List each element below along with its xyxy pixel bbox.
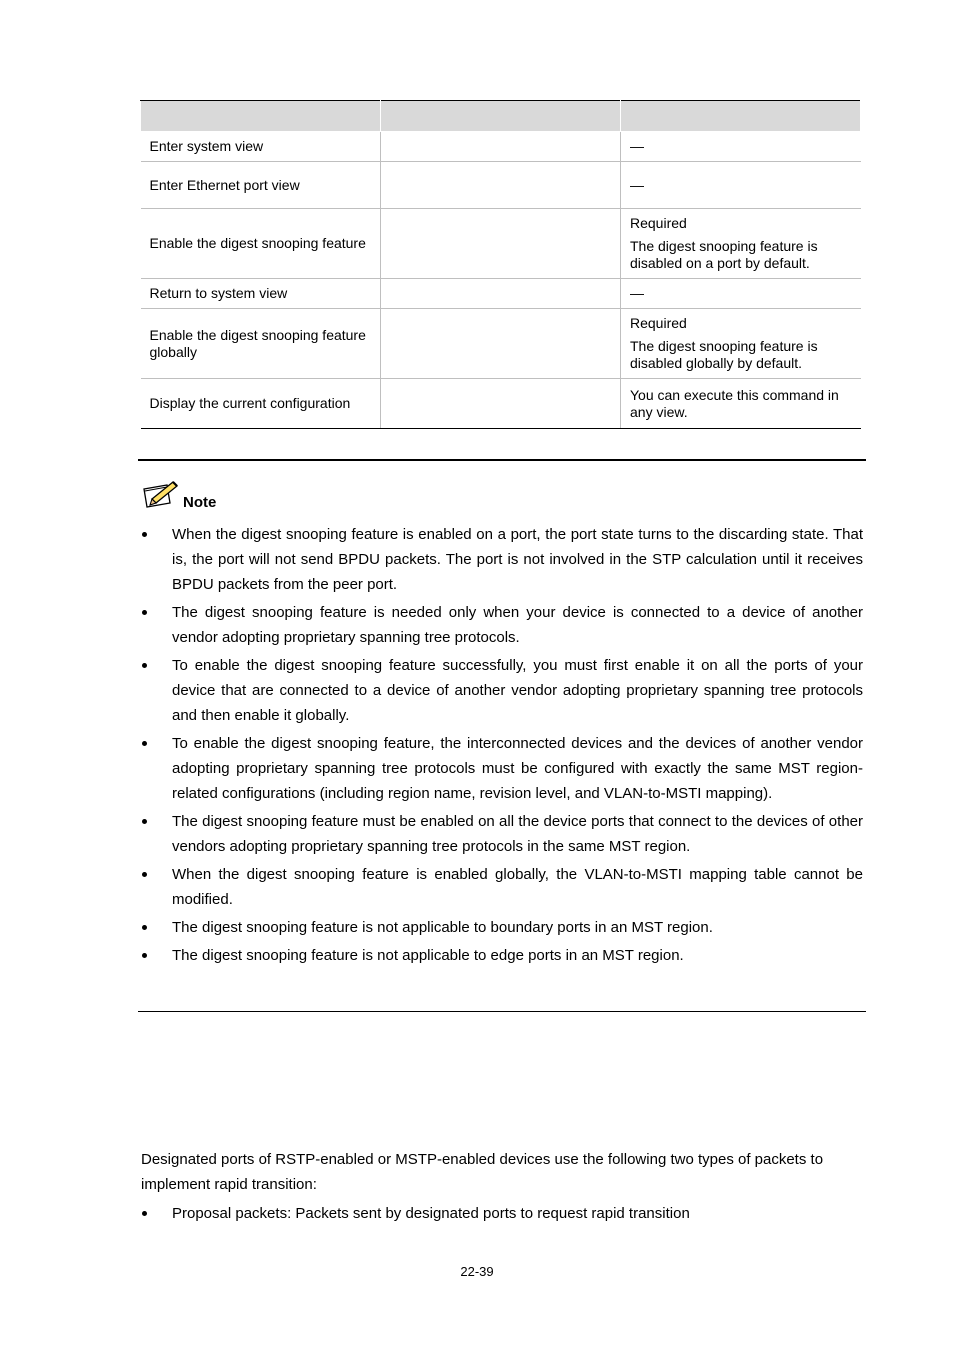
table-header-cell	[381, 101, 621, 132]
table-row	[141, 209, 861, 279]
note-top-divider	[138, 459, 866, 461]
operation-cell: Return to system view	[141, 279, 381, 309]
list-item: When the digest snooping feature is enabled globally, the VLAN-to-MSTI mapping table cannot be modified.	[141, 862, 863, 912]
remark-text: The digest snooping feature is disabled on a port by default.	[630, 238, 818, 271]
command-cell	[381, 379, 621, 429]
remark-text: Required	[630, 315, 687, 331]
operation-cell: Enter system view	[141, 132, 381, 162]
table-row	[141, 309, 861, 379]
operation-cell: Enable the digest snooping feature globally	[141, 309, 381, 379]
command-cell	[381, 309, 621, 379]
table-row	[141, 379, 861, 429]
list-item: To enable the digest snooping feature, the interconnected devices and the devices of another vendor adopting proprietary spanning tree protocols must be configured with exactly the same MST region-related configurations (including region name, revision level, and VLAN-to-MSTI mapping).	[141, 731, 863, 806]
remark-text: —	[630, 138, 644, 154]
remarks-cell	[621, 279, 861, 309]
operation-cell: Enter Ethernet port view	[141, 162, 381, 209]
list-item: The digest snooping feature must be enabled on all the device ports that connect to the devices of other vendors adopting proprietary spanning tree protocols in the same MST region.	[141, 809, 863, 859]
table-row	[141, 132, 861, 162]
list-item: The digest snooping feature is not applicable to edge ports in an MST region.	[141, 943, 863, 968]
list-item: To enable the digest snooping feature successfully, you must first enable it on all the ports of your device that are connected to a device of another vendor adopting proprietary spanning tree protocols and then enable it globally.	[141, 653, 863, 728]
remarks-cell	[621, 132, 861, 162]
remark-text: You can execute this command in any view.	[630, 386, 839, 420]
command-cell	[381, 209, 621, 279]
table-header-cell	[621, 101, 861, 132]
note-label: Note	[183, 494, 217, 511]
table-row	[141, 162, 861, 209]
remark-text: —	[630, 285, 644, 301]
note-header	[141, 478, 216, 513]
operation-cell: Display the current configuration	[141, 379, 381, 429]
list-item: The digest snooping feature is not applicable to boundary ports in an MST region.	[141, 915, 863, 940]
list-item: The digest snooping feature is needed only when your device is connected to a device of another vendor adopting proprietary spanning tree protocols.	[141, 600, 863, 650]
remark-text: —	[630, 176, 644, 193]
list-item: Proposal packets: Packets sent by designated ports to request rapid transition	[141, 1201, 863, 1226]
remarks-cell	[621, 209, 861, 279]
note-list	[141, 522, 863, 971]
body-paragraph: Designated ports of RSTP-enabled or MSTP-enabled devices use the following two types of packets to implement rapid transition:	[141, 1151, 824, 1193]
table-row	[141, 279, 861, 309]
note-pencil-icon	[141, 478, 181, 513]
list-item: When the digest snooping feature is enabled on a port, the port state turns to the discarding state. That is, the port will not send BPDU packets. The port is not involved in the STP calculation until it receives BPDU packets from the peer port.	[141, 522, 863, 597]
remarks-cell	[621, 162, 861, 209]
operation-cell: Enable the digest snooping feature	[141, 209, 381, 279]
note-bottom-divider	[138, 1011, 866, 1012]
command-table	[140, 100, 861, 429]
table-header-cell	[141, 101, 381, 132]
body-list	[141, 1201, 863, 1229]
command-cell	[381, 279, 621, 309]
remarks-cell	[621, 379, 861, 429]
page-number: 22-39	[460, 1264, 494, 1279]
table-header-row	[141, 101, 861, 132]
command-cell	[381, 132, 621, 162]
remark-text: The digest snooping feature is disabled globally by default.	[630, 338, 818, 371]
remark-text: Required	[630, 215, 687, 231]
command-cell	[381, 162, 621, 209]
remarks-cell	[621, 309, 861, 379]
